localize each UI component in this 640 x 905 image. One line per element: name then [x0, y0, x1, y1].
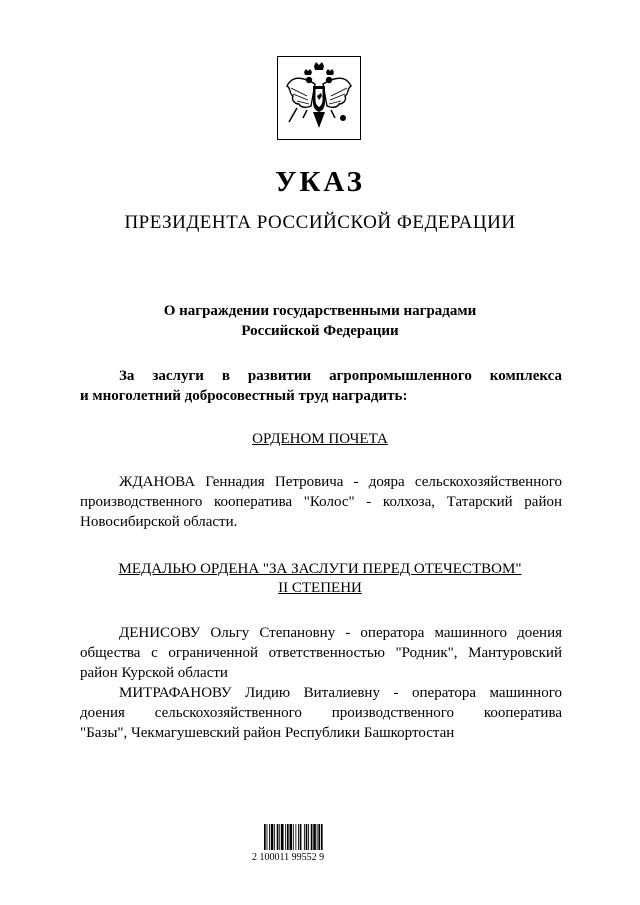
barcode-bar — [313, 824, 316, 850]
award-heading-line: II СТЕПЕНИ — [278, 580, 362, 596]
decree-preamble — [80, 366, 562, 406]
barcode-bar — [271, 824, 274, 850]
recipient-line: Новосибирской области. — [80, 514, 238, 530]
barcode-bar — [317, 824, 318, 850]
barcode-bar — [285, 824, 286, 850]
barcode-bar — [264, 824, 266, 850]
recipient-zhdanov — [80, 472, 562, 532]
barcode-bar — [300, 824, 302, 850]
barcode-bar — [267, 824, 268, 850]
barcode-bar — [287, 824, 289, 850]
barcode-bar — [277, 824, 279, 850]
recipient-denisova — [80, 623, 562, 683]
recipient-line: общества с ограниченной ответственностью "Родник", Мантуровский — [80, 645, 562, 661]
subject-line: О награждении государственными наградами — [163, 303, 477, 319]
recipient-line: ДЕНИСОВУ Ольгу Степановну - оператора машинного доения — [119, 625, 562, 641]
barcode-bar — [304, 824, 305, 850]
award-heading-medal — [80, 560, 560, 598]
preamble-line: За заслуги в развитии агропромышленного комплекса — [119, 368, 562, 384]
barcode-bar — [318, 824, 320, 850]
barcode-bar — [308, 824, 309, 850]
subject-line: Российской Федерации — [241, 323, 399, 339]
recipient-line: ЖДАНОВА Геннадия Петровича - дояра сельскохозяйственного — [119, 474, 562, 490]
recipient-mitrafanova — [80, 683, 562, 743]
barcode-bar — [295, 824, 296, 850]
preamble-line: и многолетний добросовестный труд наградить: — [80, 388, 408, 404]
barcode-bar — [321, 824, 323, 850]
barcode-bar — [306, 824, 308, 850]
barcode-bar — [290, 824, 293, 850]
award-heading-line: МЕДАЛЬЮ ОРДЕНА "ЗА ЗАСЛУГИ ПЕРЕД ОТЕЧЕСТВОМ" — [118, 561, 522, 577]
document-title: УКАЗ — [275, 166, 365, 198]
barcode-bar — [279, 824, 280, 850]
recipient-line: доения сельскохозяйственного производственного кооператива — [80, 705, 562, 721]
barcode-number: 2 100011 99552 9 — [252, 852, 325, 863]
decree-subject — [80, 301, 560, 341]
award-heading-order-of-honour: ОРДЕНОМ ПОЧЕТА — [252, 431, 388, 447]
barcode-bar — [281, 824, 284, 850]
barcode-bar — [293, 824, 294, 850]
barcode-bar — [274, 824, 275, 850]
barcode-bar — [311, 824, 313, 850]
document-issuer: ПРЕЗИДЕНТА РОССИЙСКОЙ ФЕДЕРАЦИИ — [124, 212, 516, 233]
coat-of-arms-emblem-icon — [277, 56, 361, 140]
barcode-icon — [264, 824, 350, 850]
barcode-bar — [269, 824, 270, 850]
barcode-bar — [298, 824, 299, 850]
recipient-line: МИТРАФАНОВУ Лидию Виталиевну - оператора машинного — [119, 685, 562, 701]
recipient-line: "Базы", Чекмагушевский район Республики Башкортостан — [80, 725, 455, 741]
recipient-line: производственного кооператива "Колос" - колхоза, Татарский район — [80, 494, 562, 510]
recipient-line: район Курской области — [80, 665, 228, 681]
